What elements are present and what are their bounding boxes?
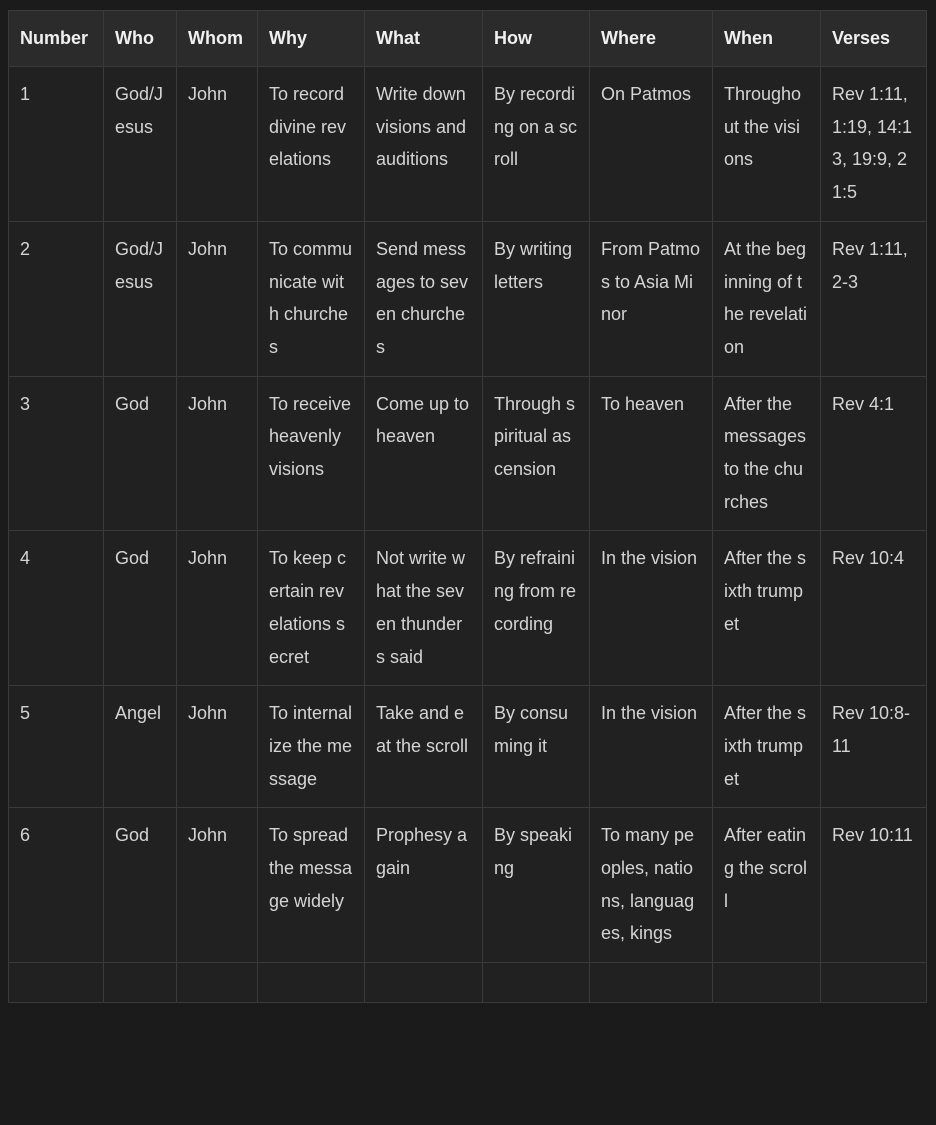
cell-when: At the beginning of the revelation xyxy=(713,221,821,376)
cell-whom: John xyxy=(177,808,258,963)
cell-who: Angel xyxy=(104,686,177,808)
cell-number: 5 xyxy=(9,686,104,808)
cell-whom: John xyxy=(177,686,258,808)
header-number: Number xyxy=(9,11,104,67)
cell-when: After the messages to the churches xyxy=(713,376,821,531)
cell-why: To receive heavenly visions xyxy=(258,376,365,531)
cell-what: Take and eat the scroll xyxy=(365,686,483,808)
cell-where: On Patmos xyxy=(590,67,713,222)
cell-whom: John xyxy=(177,67,258,222)
header-whom: Whom xyxy=(177,11,258,67)
cell-when: After the sixth trumpet xyxy=(713,686,821,808)
cell-what: Send messages to seven churches xyxy=(365,221,483,376)
table-row xyxy=(9,67,927,222)
cell-verses: Rev 4:1 xyxy=(821,376,927,531)
cell-why: To keep certain revelations secret xyxy=(258,531,365,686)
cell-why: To internalize the message xyxy=(258,686,365,808)
data-table xyxy=(8,10,927,1003)
cell-what: Not write what the seven thunders said xyxy=(365,531,483,686)
table-container xyxy=(8,10,926,1003)
cell-why: To spread the message widely xyxy=(258,808,365,963)
table-header-row xyxy=(9,11,927,67)
header-verses: Verses xyxy=(821,11,927,67)
cell-where: To many peoples, nations, languages, kings xyxy=(590,808,713,963)
cell-verses: Rev 1:11, 2-3 xyxy=(821,221,927,376)
cell-who: God xyxy=(104,531,177,686)
table-row xyxy=(9,531,927,686)
header-who: Who xyxy=(104,11,177,67)
cell-how: By speaking xyxy=(483,808,590,963)
cell-verses: Rev 10:8-11 xyxy=(821,686,927,808)
cell-how: By recording on a scroll xyxy=(483,67,590,222)
cell-verses: Rev 10:11 xyxy=(821,808,927,963)
cell-how: By refraining from recording xyxy=(483,531,590,686)
cell-where: To heaven xyxy=(590,376,713,531)
cell-who: God/Jesus xyxy=(104,221,177,376)
table-row xyxy=(9,808,927,963)
header-when: When xyxy=(713,11,821,67)
cell-who: God/Jesus xyxy=(104,67,177,222)
cell-how: Through spiritual ascension xyxy=(483,376,590,531)
header-what: What xyxy=(365,11,483,67)
cell-verses: Rev 1:11, 1:19, 14:13, 19:9, 21:5 xyxy=(821,67,927,222)
cell-why: To record divine revelations xyxy=(258,67,365,222)
cell-when: After eating the scroll xyxy=(713,808,821,963)
cell-number: 4 xyxy=(9,531,104,686)
cell-number: 2 xyxy=(9,221,104,376)
header-where: Where xyxy=(590,11,713,67)
cell-what: Come up to heaven xyxy=(365,376,483,531)
cell-how: By consuming it xyxy=(483,686,590,808)
table-row xyxy=(9,221,927,376)
header-how: How xyxy=(483,11,590,67)
table-row xyxy=(9,963,927,1003)
cell-number: 6 xyxy=(9,808,104,963)
cell-who: God xyxy=(104,376,177,531)
cell-number: 3 xyxy=(9,376,104,531)
cell-who: God xyxy=(104,808,177,963)
cell-number: 1 xyxy=(9,67,104,222)
cell-what: Prophesy again xyxy=(365,808,483,963)
header-why: Why xyxy=(258,11,365,67)
cell-how: By writing letters xyxy=(483,221,590,376)
cell-where: In the vision xyxy=(590,686,713,808)
cell-verses: Rev 10:4 xyxy=(821,531,927,686)
cell-why: To communicate with churches xyxy=(258,221,365,376)
cell-where: In the vision xyxy=(590,531,713,686)
cell-when: After the sixth trumpet xyxy=(713,531,821,686)
table-row xyxy=(9,686,927,808)
cell-whom: John xyxy=(177,376,258,531)
cell-whom: John xyxy=(177,221,258,376)
table-row xyxy=(9,376,927,531)
cell-where: From Patmos to Asia Minor xyxy=(590,221,713,376)
cell-whom: John xyxy=(177,531,258,686)
cell-when: Throughout the visions xyxy=(713,67,821,222)
cell-what: Write down visions and auditions xyxy=(365,67,483,222)
